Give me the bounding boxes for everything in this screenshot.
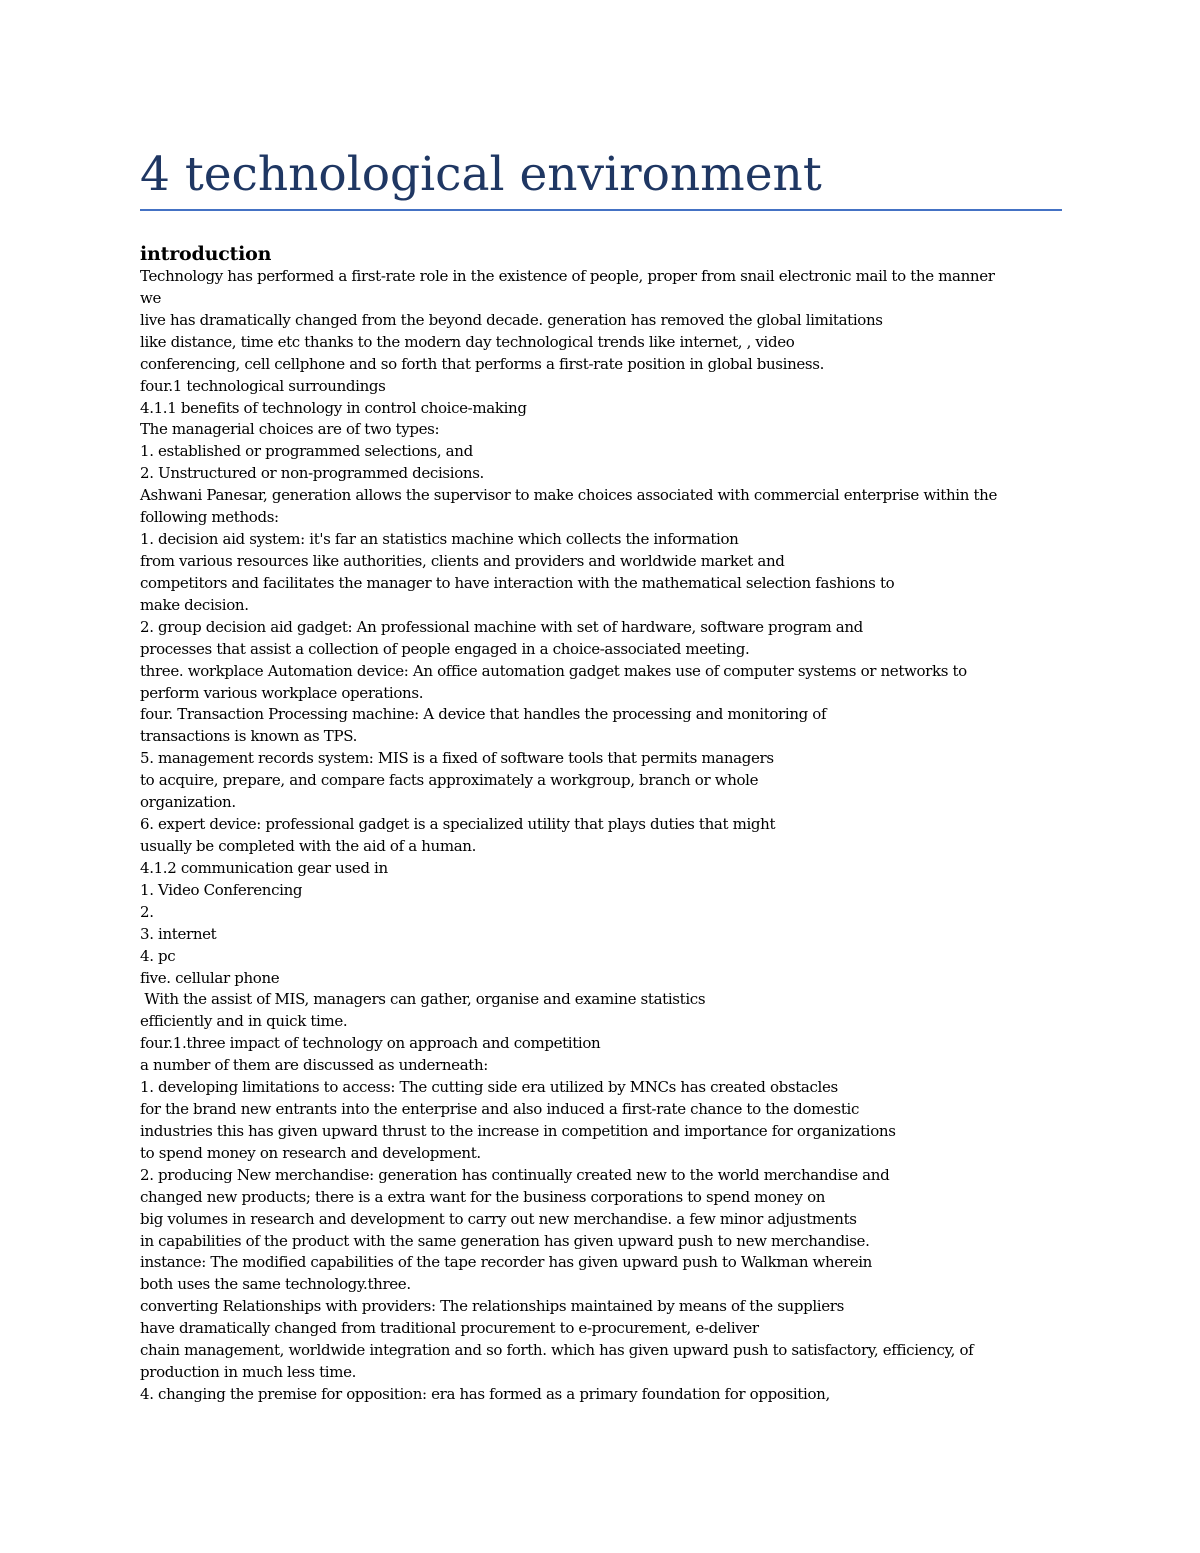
body-line: 1. decision aid system: it's far an statistics machine which collects the information [140, 530, 739, 549]
body-line: The managerial choices are of two types: [140, 420, 440, 439]
body-line: four. Transaction Processing machine: A device that handles the processing and monitoring of [140, 705, 827, 724]
document-body [140, 243, 1070, 1406]
body-line: changed new products; there is a extra want for the business corporations to spend money on [140, 1187, 826, 1206]
document-title: 4 technological environment [140, 147, 822, 202]
body-line: 2. [140, 902, 154, 921]
body-line: processes that assist a collection of people engaged in a choice-associated meeting. [140, 639, 750, 658]
body-line: organization. [140, 793, 236, 812]
body-line: competitors and facilitates the manager to have interaction with the mathematical selection fashions to [140, 573, 895, 592]
body-line: conferencing, cell cellphone and so forth that performs a first-rate position in global business. [140, 354, 825, 373]
body-line: With the assist of MIS, managers can gather, organise and examine statistics [140, 990, 706, 1009]
section-heading: introduction [140, 243, 272, 265]
body-lines [140, 266, 1070, 1406]
body-line: Technology has performed a first-rate role in the existence of people, proper from snail electronic mail to the manner [140, 267, 995, 285]
body-line: four.1 technological surroundings [140, 376, 386, 395]
body-line: 4. changing the premise for opposition: era has formed as a primary foundation for opposition, [140, 1385, 830, 1404]
body-line: 5. management records system: MIS is a fixed of software tools that permits managers [140, 749, 774, 768]
body-line: industries this has given upward thrust to the increase in competition and importance for organizations [140, 1121, 896, 1140]
body-line: have dramatically changed from traditional procurement to e-procurement, e-deliver [140, 1319, 759, 1338]
body-line: chain management, worldwide integration and so forth. which has given upward push to satisfactory, efficiency, of [140, 1341, 974, 1360]
body-line: four.1.three impact of technology on approach and competition [140, 1034, 601, 1053]
body-line: to spend money on research and development. [140, 1143, 481, 1162]
body-line: transactions is known as TPS. [140, 727, 358, 746]
body-line: 4. pc [140, 946, 176, 965]
body-line: three. workplace Automation device: An office automation gadget makes use of computer systems or networks to [140, 661, 967, 680]
body-line: 2. producing New merchandise: generation has continually created new to the world merchandise and [140, 1165, 890, 1184]
body-line: 4.1.1 benefits of technology in control choice-making [140, 398, 527, 417]
body-line: make decision. [140, 595, 249, 614]
body-line: production in much less time. [140, 1363, 357, 1382]
body-line: Ashwani Panesar, generation allows the supervisor to make choices associated with commercial enterprise within the [140, 486, 997, 505]
body-line: both uses the same technology.three. [140, 1275, 411, 1294]
body-line: 4.1.2 communication gear used in [140, 858, 388, 877]
body-line: five. cellular phone [140, 968, 280, 987]
body-line: to acquire, prepare, and compare facts approximately a workgroup, branch or whole [140, 771, 759, 790]
body-line: 6. expert device: professional gadget is a specialized utility that plays duties that might [140, 815, 776, 834]
body-line: 3. internet [140, 924, 217, 943]
body-line: following methods: [140, 508, 279, 527]
body-line: perform various workplace operations. [140, 683, 424, 702]
body-line: 1. established or programmed selections, and [140, 442, 473, 461]
body-line: 2. group decision aid gadget: An professional machine with set of hardware, software program and [140, 617, 863, 636]
body-line: converting Relationships with providers: The relationships maintained by means of the suppliers [140, 1297, 844, 1316]
body-line: 2. Unstructured or non-programmed decisions. [140, 464, 484, 483]
body-line: live has dramatically changed from the beyond decade. generation has removed the global limitations [140, 310, 883, 329]
body-line: 1. developing limitations to access: The cutting side era utilized by MNCs has created obstacles [140, 1078, 838, 1097]
body-line: 1. Video Conferencing [140, 880, 303, 899]
body-line: in capabilities of the product with the same generation has given upward push to new merchandise. [140, 1231, 870, 1250]
body-line: a number of them are discussed as underneath: [140, 1056, 488, 1075]
body-line: usually be completed with the aid of a human. [140, 836, 477, 855]
title-underline [140, 209, 1062, 211]
body-line: we [140, 288, 162, 307]
body-line: instance: The modified capabilities of the tape recorder has given upward push to Walkman wherein [140, 1253, 872, 1272]
body-line: like distance, time etc thanks to the modern day technological trends like internet, , video [140, 332, 795, 351]
body-line: big volumes in research and development to carry out new merchandise. a few minor adjustments [140, 1209, 857, 1228]
body-line: efficiently and in quick time. [140, 1012, 348, 1031]
body-line: from various resources like authorities, clients and providers and worldwide market and [140, 551, 785, 570]
body-line: for the brand new entrants into the enterprise and also induced a first-rate chance to the domestic [140, 1100, 859, 1119]
